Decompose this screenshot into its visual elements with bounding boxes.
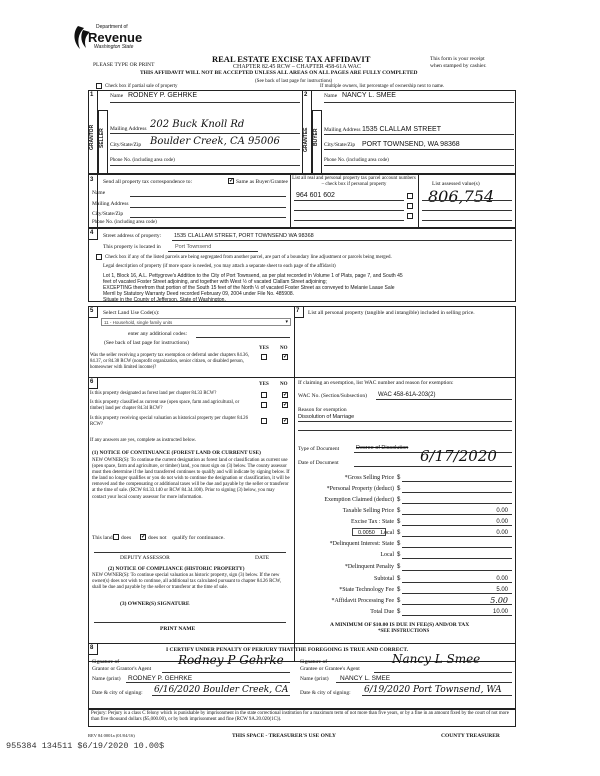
excise-state-label: Excise Tax : State	[351, 519, 394, 525]
grantee-print-label: Name (print)	[300, 676, 329, 682]
assessed-value-1[interactable]: 806,754	[428, 187, 495, 206]
yes-header-2: YES	[259, 382, 269, 387]
buyer-side-label: BUYER	[313, 128, 319, 146]
exemption-label: If claiming an exemption, list WAC number and reason for exemption:	[298, 380, 454, 386]
agency-line1: Department of	[96, 24, 128, 30]
chevron-down-icon: ▾	[285, 319, 288, 325]
personal-property-label: List all personal property (tangible and intangible) included in selling price.	[308, 310, 475, 316]
local2-label: Local	[380, 552, 394, 558]
does-checkbox[interactable]	[113, 534, 119, 540]
doc-date-value[interactable]: 6/17/2020	[420, 447, 497, 465]
assessed-header: List assessed value(s)	[432, 181, 480, 187]
grantor-sig-label: Signature of	[92, 659, 120, 665]
deputy-assessor-label: DEPUTY ASSESSOR	[120, 555, 170, 561]
delinquent-penalty-currency: $	[397, 564, 401, 570]
q4-no-checkbox[interactable]: ✓	[283, 418, 289, 424]
additional-codes-label: enter any additional codes:	[128, 331, 188, 337]
exemption-deduct-label: Exemption Claimed (deduct)	[324, 497, 394, 503]
does-not-checkbox[interactable]: ✓	[141, 534, 147, 540]
notice2-title: (2) NOTICE OF COMPLIANCE (HISTORIC PROPERTY)	[108, 566, 245, 572]
affidavit-fee-value: 5.00	[490, 596, 508, 605]
form-title: REAL ESTATE EXCISE TAX AFFIDAVIT	[212, 54, 371, 64]
personal-property-checkbox-3[interactable]	[407, 213, 413, 219]
section-1-number: 1	[90, 92, 94, 98]
notice1-body: NEW OWNER(S): To continue the current designation as forest land or classification as current use (open space, farm and agriculture, or timber) land, you must sign on (3) below. The county assessor must then determine if the land transferred continues to qualify and will indicate by signing below. If the land no longer qualifies or you do not wish to continue the designation or classification, it will be removed and the compensating or additional taxes will be due and payable by the seller or transferor at the time of sale. (RCW 84.33.140 or RCW 84.34.108). Prior to signing (3) below, you may contact your local county assessor for more information.	[92, 458, 290, 500]
personal-deduct-label: *Personal Property (deduct)	[326, 486, 394, 492]
buyer-city-label: City/State/Zip	[324, 142, 356, 148]
section-5-number: 5	[90, 308, 94, 314]
form-warning: THIS AFFIDAVIT WILL NOT BE ACCEPTED UNLESS ALL AREAS ON ALL PAGES ARE FULLY COMPLETED	[140, 70, 418, 76]
state-tech-fee-value: 5.00	[496, 587, 508, 593]
wac-value[interactable]: WAC 458-61A-203(2)	[378, 392, 436, 398]
form-chapter: CHAPTER 82.45 RCW – CHAPTER 458-61A WAC	[233, 64, 361, 70]
grantor-sig-label2: Grantor or Grantor's Agent	[92, 666, 152, 672]
owner-signature-label: (3) OWNER(S) SIGNATURE	[120, 601, 190, 607]
grantee-side-label: GRANTEE	[303, 127, 309, 152]
subtotal-value: 0.00	[496, 576, 508, 582]
partial-sale-checkbox[interactable]	[96, 83, 102, 89]
minimum-due-note: A MINIMUM OF $10.00 IS DUE IN FEE(S) AND/OR TAX	[330, 622, 470, 628]
affidavit-fee-currency: $	[397, 598, 401, 604]
multiple-owners-note: If multiple owners, list percentage of ownership next to name.	[320, 84, 445, 89]
taxable-currency: $	[397, 508, 401, 514]
grantor-date-label: Date & city of signing:	[92, 690, 143, 696]
subtotal-currency: $	[397, 576, 401, 582]
local-currency: $	[397, 530, 401, 536]
personal-property-checkbox-1[interactable]	[407, 193, 413, 199]
buyer-city[interactable]: PORT TOWNSEND, WA 98368	[362, 141, 460, 148]
corr-mail-label: Mailing Address	[92, 201, 129, 207]
grantee-print-name[interactable]: NANCY L. SMEE	[340, 675, 391, 682]
exemption-currency: $	[397, 497, 401, 503]
does-not-label: does not	[148, 535, 167, 541]
delinquent-interest-currency: $	[397, 541, 401, 547]
legal-line-2: feet of vacated Foster Street adjoining, and together with West ½ of vacated Clallam Street adjoining;	[103, 279, 327, 285]
forest-question: Is this property designated as forest land per chapter 84.33 RCW?	[90, 391, 217, 396]
affidavit-fee-label: *Affidavit Processing Fee	[331, 598, 394, 604]
land-use-value: 11 - Household, single family units	[104, 320, 173, 325]
receipt-note: This form is your receipt	[430, 56, 485, 62]
grantor-date-city[interactable]: 6/16/2020 Boulder Creek, CA	[154, 685, 289, 695]
grantee-date-label: Date & city of signing:	[300, 690, 351, 696]
seller-mail-label: Mailing Address	[110, 126, 147, 132]
seller-side-label: SELLER	[99, 128, 105, 148]
q3-no-checkbox[interactable]: ✓	[283, 402, 289, 408]
taxable-value: 0.00	[496, 508, 508, 514]
buyer-mail-label: Mailing Address	[324, 127, 361, 133]
grantee-signature[interactable]: Nancy L Smee	[392, 652, 481, 666]
grantor-signature[interactable]: Rodney P Gehrke	[178, 653, 284, 667]
correspondence-label: Send all property tax correspondence to:	[103, 179, 193, 185]
qualify-label: qualify for continuance.	[172, 535, 225, 541]
see-instructions: *SEE INSTRUCTIONS	[378, 629, 430, 634]
no-header-2: NO	[280, 382, 288, 387]
land-use-label: Select Land Use Code(s):	[103, 310, 160, 316]
agency-line3: Washington State	[94, 44, 134, 50]
legal-line-1: Lot 1, Block 16, A.L. Pettygrove's Addition to the City of Port Townsend, as per plat recorded in Volume 1 of Plats, page 7, and South 45	[103, 273, 403, 279]
corr-city-label: City/State/Zip	[92, 211, 124, 217]
q1-yes-checkbox[interactable]	[261, 354, 267, 360]
grantor-print-label: Name (print)	[92, 676, 121, 682]
doc-type-value[interactable]: Decree of Dissolution	[356, 445, 409, 451]
receipt-note2: when stamped by cashier.	[430, 63, 487, 69]
grantor-side-label: GRANTOR	[89, 124, 95, 150]
does-label: does	[121, 535, 132, 541]
county-treasurer: COUNTY TREASURER	[441, 733, 500, 739]
personal-currency: $	[397, 486, 401, 492]
seller-city[interactable]: Boulder Creek, CA 95006	[150, 136, 280, 147]
segregated-checkbox[interactable]	[96, 254, 102, 260]
yes-header-1: YES	[259, 346, 269, 351]
grantor-print-name[interactable]: RODNEY P. GEHRKE	[128, 675, 193, 682]
section-3-number: 3	[90, 177, 94, 183]
subtotal-label: Subtotal	[373, 576, 394, 582]
street-value[interactable]: 1535 CLALLAM STREET, PORT TOWNSEND WA 98368	[174, 233, 314, 239]
total-due-currency: $	[397, 609, 401, 615]
q4-yes-checkbox[interactable]	[261, 418, 267, 424]
gross-label: *Gross Selling Price	[344, 475, 394, 481]
personal-property-checkbox-2[interactable]	[407, 203, 413, 209]
delinquent-penalty-label: *Delinquent Penalty	[344, 564, 394, 570]
agency-line2: Revenue	[88, 30, 143, 45]
section-4-number: 4	[90, 230, 94, 236]
located-label: This property is located in	[103, 244, 161, 250]
reason-value[interactable]: Dissolution of Marriage	[298, 414, 355, 420]
dor-logo	[72, 22, 162, 58]
total-due-label: Total Due	[370, 609, 394, 615]
state-tech-fee-label: *State Technology Fee	[339, 587, 394, 593]
perjury-notice: Perjury: Perjury is a class C felony which is punishable by imprisonment in the state correctional institution for a maximum term of not more than five years, or by a fine in an amount fixed by the court of not more than five thousand dollars ($5,000.00), or by both imprisonment and fine (RCW 9A.20.020(1C)).	[91, 711, 509, 722]
section-8-number: 8	[90, 645, 94, 651]
grantee-sig-label2: Grantee or Grantee's Agent	[300, 666, 360, 672]
legal-line-4: Merril by Statutory Warranty Deed recorded February 09, 2004 under File No. 485908.	[103, 291, 295, 297]
legal-line-3: EXCEPTING therefrom that portion of the South 15 feet of the North ½ of vacated Foster Street as conveyed to Melanie Laaue Sale	[103, 285, 395, 291]
q1-no-checkbox[interactable]: ✓	[283, 354, 289, 360]
deputy-date-label: DATE	[255, 555, 270, 561]
seller-name-label: Name	[110, 93, 124, 99]
legal-line-5: Situate in the County of Jefferson, State of Washington.	[103, 297, 226, 303]
please-type: PLEASE TYPE OR PRINT	[93, 62, 155, 68]
local2-currency: $	[397, 552, 401, 558]
wac-label: WAC No. (Section/Subsection)	[298, 393, 367, 399]
doc-date-label: Date of Document	[298, 460, 339, 466]
corr-phone-label: Phone No. (including area code)	[92, 220, 157, 225]
local-rate-value: 0.0050	[358, 530, 375, 536]
seller-name[interactable]: RODNEY P. GEHRKE	[128, 92, 197, 99]
historic-question: Is this property receiving special valuation as historical property per chapter 84.26 RCW?	[90, 416, 248, 427]
q3-yes-checkbox[interactable]	[261, 402, 267, 408]
land-use-select[interactable]	[101, 318, 291, 326]
form-see-back: (See back of last page for instructions)	[255, 79, 333, 84]
local-label: Local	[380, 530, 394, 536]
reason-label: Reason for exemption	[298, 407, 347, 413]
land-use-see-back: (See back of last page for instructions)	[104, 340, 189, 346]
legal-label: Legal description of property (if more space is needed, you may attach a separate sheet to each page of the affidavit)	[103, 264, 336, 269]
form-rev: REV 84 0001a (01/04/16)	[88, 733, 135, 738]
no-header-1: NO	[280, 346, 288, 351]
section-2-number: 2	[304, 92, 308, 98]
seller-phone-label: Phone No. (including area code)	[110, 158, 175, 163]
excise-state-value: 0.00	[496, 519, 508, 525]
same-as-buyer-label: Same as Buyer/Grantee	[236, 179, 288, 185]
exemption-question: Was the seller receiving a property tax exemption or deferral under chapters 84.36, 84.37, or 84.38 RCW (nonprofit organization, senior citizen, or disabled person, homeowner with limited income)?	[90, 353, 249, 370]
parcel-number-1[interactable]: 964 601 602	[296, 192, 335, 199]
same-as-buyer-checkbox[interactable]: ✓	[229, 178, 235, 184]
taxable-label: Taxable Selling Price	[342, 508, 394, 514]
q2-no-checkbox[interactable]: ✓	[283, 392, 289, 398]
buyer-name-label: Name	[324, 93, 338, 99]
treasurer-use-only: THIS SPACE - TREASURER'S USE ONLY	[232, 733, 336, 739]
doc-type-label: Type of Document	[298, 446, 340, 452]
state-tech-fee-currency: $	[397, 587, 401, 593]
parcels-header: List all real and personal property tax parcel account numbers – check box if personal property	[292, 176, 416, 187]
grantee-sig-label: Signature of	[300, 659, 328, 665]
seller-city-label: City/State/Zip	[110, 142, 142, 148]
located-value[interactable]: Port Townsend	[175, 244, 212, 250]
buyer-mail[interactable]: 1535 CLALLAM STREET	[362, 126, 441, 133]
total-due-value: 10.00	[492, 609, 508, 615]
notice1-title: (1) NOTICE OF CONTINUANCE (FOREST LAND OR CURRENT USE)	[92, 450, 261, 456]
street-label: Street address of property:	[103, 233, 162, 239]
current-use-question: Is this property classified as current use (open space, farm and agricultural, or timber) land per chapter 84.34 RCW?	[90, 400, 240, 411]
corr-name-label: Name	[92, 190, 106, 196]
excise-state-currency: $	[397, 519, 401, 525]
partial-sale-label: Check box if partial sale of property	[105, 84, 178, 89]
section-6-number: 6	[90, 379, 94, 385]
if-yes-note: If any answers are yes, complete as instructed below.	[90, 438, 197, 443]
section-7-number: 7	[296, 308, 300, 314]
seller-mail[interactable]: 202 Buck Knoll Rd	[150, 119, 245, 130]
delinquent-interest-label: *Delinquent Interest: State	[329, 541, 394, 547]
q2-yes-checkbox[interactable]	[261, 392, 267, 398]
notice2-body: NEW OWNER(S): To continue special valuation as historic property, sign (3) below. If the new owner(s) does not wish to continue, all additional tax calculated pursuant to chapter 84.26 RCW, shall be due and payable by the seller or transferor at the time of sale.	[92, 573, 282, 591]
buyer-phone-label: Phone No. (including area code)	[324, 158, 389, 163]
print-name-label: PRINT NAME	[160, 626, 196, 632]
buyer-name[interactable]: NANCY L. SMEE	[342, 92, 396, 99]
certify-title: I CERTIFY UNDER PENALTY OF PERJURY THAT THE FOREGOING IS TRUE AND CORRECT.	[166, 647, 409, 653]
grantee-date-city[interactable]: 6/19/2020 Port Townsend, WA	[364, 685, 502, 695]
local-value: 0.00	[496, 530, 508, 536]
treasurer-stamp: 955384 134511 $6/19/2020 10.00$	[6, 741, 165, 751]
segregated-label: Check box if any of the listed parcels are being segregated from another parcel, are part of a boundary line adjustment or parcels being merged.	[105, 255, 392, 260]
this-land-label: This land	[92, 535, 113, 541]
gross-currency: $	[397, 475, 401, 481]
